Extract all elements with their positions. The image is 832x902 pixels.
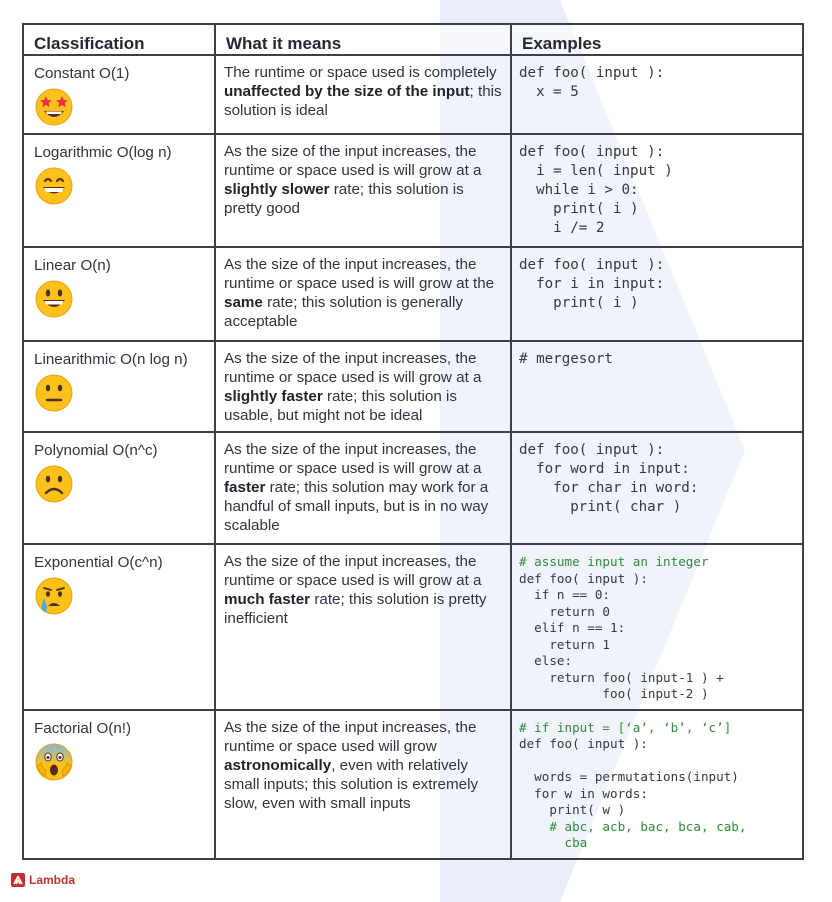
lambda-logo-icon <box>11 873 25 887</box>
crying-face-icon <box>34 576 74 616</box>
complexity-table-container <box>22 23 804 860</box>
meaning-cell: As the size of the input increases, the runtime or space used is will grow at a much faster rate; this solution is pretty inefficient <box>215 544 511 710</box>
code-comment: # assume input an integer <box>519 554 709 569</box>
smiling-face-icon <box>34 279 74 319</box>
code-snippet: def foo( input ): words = permutations(input) for w in words: print( w ) <box>519 736 739 817</box>
example-cell <box>511 544 803 710</box>
header-row <box>23 24 803 55</box>
code-comment: # abc, acb, bac, bca, cab, cba <box>549 818 747 850</box>
classification-cell <box>23 710 215 859</box>
table-row <box>23 341 803 432</box>
example-cell <box>511 341 803 432</box>
meaning-cell: As the size of the input increases, the runtime or space used is will grow at a slightly slower rate; this solution is pretty good <box>215 134 511 247</box>
code-snippet: def foo( input ): i = len( input ) while i > 0: print( i ) i /= 2 <box>519 144 673 236</box>
table-row <box>23 544 803 710</box>
code-snippet: def foo( input ): for i in input: print( i ) <box>519 257 665 311</box>
frowning-face-icon <box>34 464 74 504</box>
classification-cell <box>23 544 215 710</box>
example-cell <box>511 247 803 341</box>
classification-cell <box>23 247 215 341</box>
code-comment: # if input = [‘a’, ‘b’, ‘c’] <box>519 719 732 735</box>
classification-name: Exponential O(c^n) <box>34 554 163 571</box>
example-cell <box>511 134 803 247</box>
meaning-cell: As the size of the input increases, the runtime or space used is will grow at a faster rate; this solution may work for a handful of small inputs, but is in no way scalable <box>215 432 511 544</box>
table-row <box>23 134 803 247</box>
meaning-cell: As the size of the input increases, the runtime or space used is will grow at a slightly faster rate; this solution is usable, but might not be ideal <box>215 341 511 432</box>
example-cell <box>511 55 803 134</box>
complexity-table <box>22 23 804 860</box>
meaning-cell: As the size of the input increases, the runtime or space used will grow astronomically, even with relatively small inputs; this solution is extremely slow, even with small inputs <box>215 710 511 859</box>
example-cell <box>511 710 803 859</box>
meaning-cell: As the size of the input increases, the runtime or space used is will grow at the same rate; this solution is generally acceptable <box>215 247 511 341</box>
table-row <box>23 432 803 544</box>
neutral-face-icon <box>34 373 74 413</box>
screaming-face-icon <box>34 742 74 782</box>
classification-name: Linear O(n) <box>34 257 111 274</box>
header-classification: Classification <box>23 24 215 55</box>
meaning-cell: The runtime or space used is completely unaffected by the size of the input; this solution is ideal <box>215 55 511 134</box>
star-struck-face-icon <box>34 87 74 127</box>
classification-name: Factorial O(n!) <box>34 719 132 737</box>
classification-name: Polynomial O(n^c) <box>34 442 158 459</box>
table-row <box>23 247 803 341</box>
example-cell <box>511 432 803 544</box>
classification-cell <box>23 55 215 134</box>
classification-cell <box>23 341 215 432</box>
code-snippet: def foo( input ): if n == 0: return 0 elif n == 1: return 1 else: return foo( input-1 ) + foo( input-2 ) <box>519 570 724 701</box>
table-row <box>23 55 803 134</box>
code-snippet: def foo( input ): x = 5 <box>519 65 665 100</box>
code-snippet: # mergesort <box>519 351 613 367</box>
classification-cell <box>23 432 215 544</box>
grinning-face-icon <box>34 166 74 206</box>
code-snippet: def foo( input ): for word in input: for char in word: print( char ) <box>519 442 699 515</box>
classification-name: Logarithmic O(log n) <box>34 144 172 161</box>
header-examples: Examples <box>511 24 803 55</box>
brand-name: Lambda <box>29 873 76 887</box>
classification-cell <box>23 134 215 247</box>
header-meaning: What it means <box>215 24 511 55</box>
classification-name: Constant O(1) <box>34 65 130 82</box>
lambda-logo <box>11 873 75 887</box>
classification-name: Linearithmic O(n log n) <box>34 351 188 368</box>
table-row <box>23 710 803 859</box>
